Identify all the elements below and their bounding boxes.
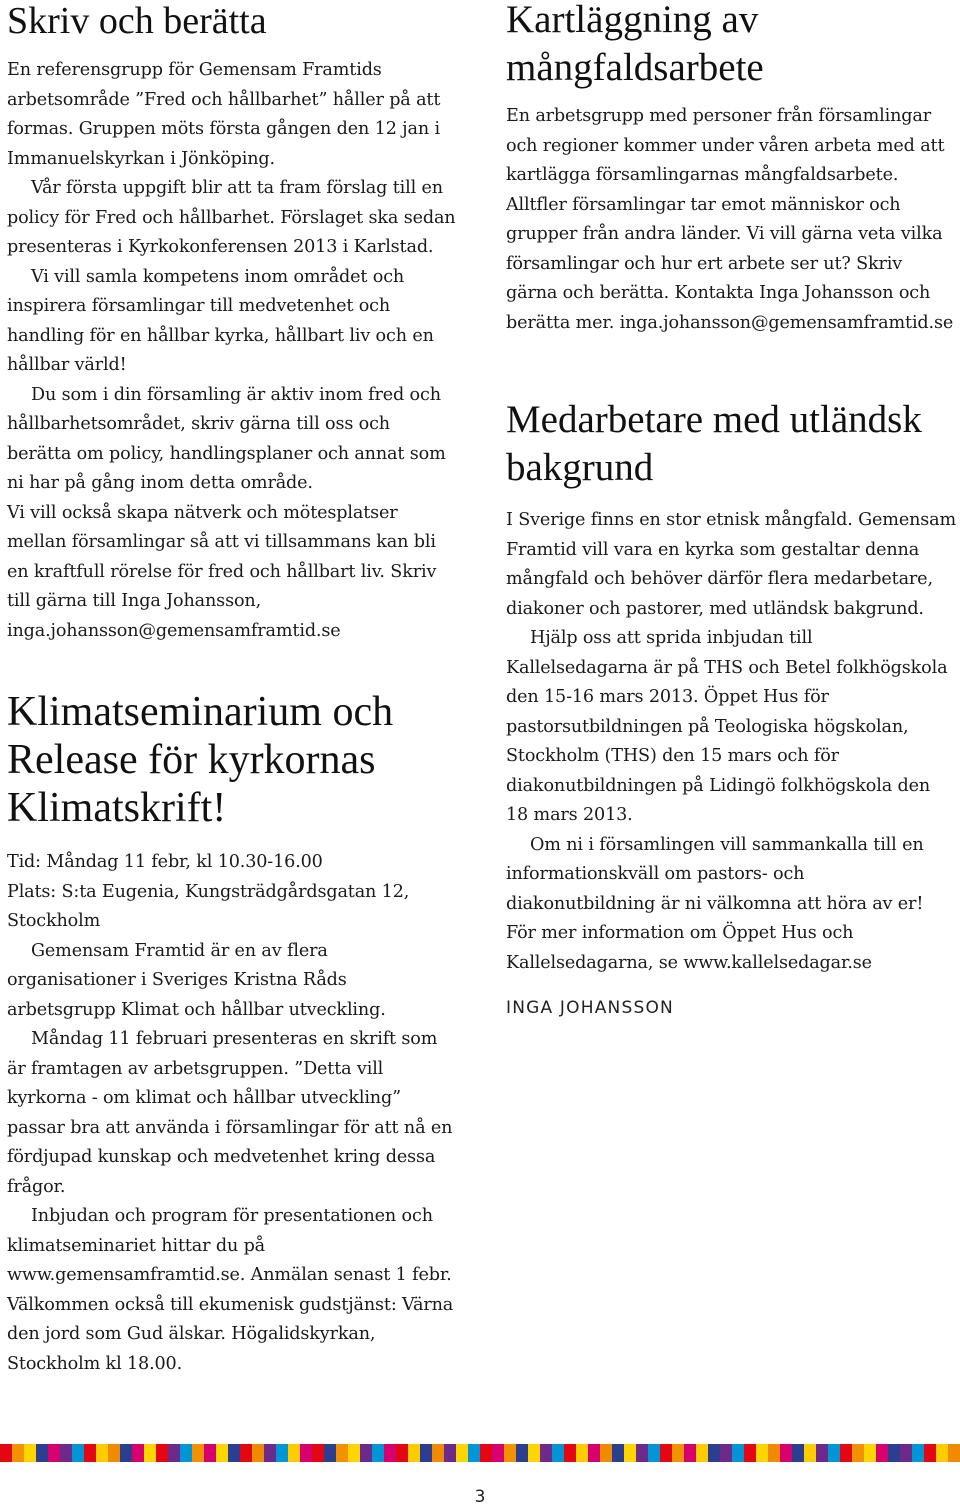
stripe-segment	[24, 1444, 36, 1462]
author-byline: INGA JOHANSSON	[506, 998, 674, 1018]
stripe-segment	[936, 1444, 948, 1462]
right-column	[506, 0, 956, 1018]
stripe-segment	[60, 1444, 72, 1462]
event-time: Tid: Måndag 11 febr, kl 10.30-16.00	[7, 852, 323, 872]
paragraph: Om ni i församlingen vill sammankalla till en informationskväll om pastors- och diakonutbildning är ni välkomna att höra av er! För mer information om Öppet Hus och Kallelsedagarna, se www.kallelsedagar.se	[506, 834, 924, 973]
stripe-segment	[312, 1444, 324, 1462]
paragraph: Inbjudan och program för presentationen och klimatseminariet hittar du på www.gemensamframtid.se. Anmälan senast 1 febr.	[7, 1206, 452, 1285]
stripe-segment	[564, 1444, 576, 1462]
stripe-segment	[576, 1444, 588, 1462]
stripe-segment	[120, 1444, 132, 1462]
heading-medarbetare: Medarbetare med utländsk bakgrund	[506, 398, 922, 489]
stripe-segment	[552, 1444, 564, 1462]
stripe-segment	[108, 1444, 120, 1462]
stripe-segment	[780, 1444, 792, 1462]
heading-skriv-och-beratta: Skriv och berätta	[7, 0, 267, 42]
stripe-segment	[588, 1444, 600, 1462]
stripe-segment	[12, 1444, 24, 1462]
paragraph: Hjälp oss att sprida inbjudan till Kallelsedagarna är på THS och Betel folkhögskola den 15-16 mars 2013. Öppet Hus för pastorsutbildningen på Teologiska högskolan, Stockholm (THS) den 15 mars och för diakonutbildningen på Lidingö folkhögskola den 18 mars 2013.	[506, 628, 948, 825]
stripe-segment	[348, 1444, 360, 1462]
stripe-segment	[912, 1444, 924, 1462]
stripe-segment	[696, 1444, 708, 1462]
stripe-segment	[612, 1444, 624, 1462]
stripe-segment	[180, 1444, 192, 1462]
stripe-segment	[792, 1444, 804, 1462]
stripe-segment	[708, 1444, 720, 1462]
stripe-segment	[228, 1444, 240, 1462]
stripe-segment	[924, 1444, 936, 1462]
stripe-segment	[720, 1444, 732, 1462]
stripe-segment	[648, 1444, 660, 1462]
stripe-segment	[360, 1444, 372, 1462]
stripe-segment	[420, 1444, 432, 1462]
stripe-segment	[732, 1444, 744, 1462]
stripe-segment	[888, 1444, 900, 1462]
stripe-segment	[264, 1444, 276, 1462]
stripe-segment	[636, 1444, 648, 1462]
stripe-segment	[432, 1444, 444, 1462]
paragraph: Måndag 11 februari presenteras en skrift som är framtagen av arbetsgruppen. ”Detta vill kyrkorna - om klimat och hållbar utveckling” passar bra att använda i församlingar för att nå en fördjupad kunskap och medvetenhet kring dessa frågor.	[7, 1029, 453, 1197]
paragraph: Gemensam Framtid är en av flera organisationer i Sveriges Kristna Råds arbetsgrupp Klimat och hållbar utveckling.	[7, 940, 386, 1020]
stripe-segment	[480, 1444, 492, 1462]
stripe-segment	[204, 1444, 216, 1462]
page-number: 3	[474, 1487, 486, 1507]
stripe-segment	[624, 1444, 636, 1462]
stripe-segment	[48, 1444, 60, 1462]
stripe-segment	[660, 1444, 672, 1462]
stripe-segment	[540, 1444, 552, 1462]
stripe-segment	[144, 1444, 156, 1462]
stripe-segment	[132, 1444, 144, 1462]
stripe-segment	[336, 1444, 348, 1462]
paragraph: En referensgrupp för Gemensam Framtids arbetsområde ”Fred och hållbarhet” håller på att formas. Gruppen möts första gången den 12 jan i Immanuelskyrkan i Jönköping.	[7, 60, 441, 169]
stripe-segment	[36, 1444, 48, 1462]
stripe-segment	[816, 1444, 828, 1462]
stripe-segment	[528, 1444, 540, 1462]
stripe-segment	[240, 1444, 252, 1462]
stripe-segment	[744, 1444, 756, 1462]
stripe-segment	[156, 1444, 168, 1462]
stripe-segment	[852, 1444, 864, 1462]
stripe-segment	[0, 1444, 12, 1462]
stripe-segment	[300, 1444, 312, 1462]
stripe-segment	[804, 1444, 816, 1462]
paragraph: Välkommen också till ekumenisk gudstjänst: Värna den jord som Gud älskar. Högalidskyrkan, Stockholm kl 18.00.	[7, 1294, 454, 1374]
stripe-segment	[864, 1444, 876, 1462]
stripe-segment	[252, 1444, 264, 1462]
stripe-segment	[492, 1444, 504, 1462]
stripe-segment	[504, 1444, 516, 1462]
stripe-segment	[684, 1444, 696, 1462]
event-place: Plats: S:ta Eugenia, Kungsträdgårdsgatan 12, Stockholm	[7, 881, 410, 931]
paragraph: En arbetsgrupp med personer från församlingar och regioner kommer under våren arbeta med att kartlägga församlingarnas mångfaldsarbete. Alltfler församlingar tar emot människor och grupper från andra länder. Vi vill gärna veta vilka församlingar och hur ert arbete ser ut? Skriv gärna och berätta. Kontakta Inga Johansson och berätta mer. inga.johansson@gemensamframtid.se	[506, 106, 954, 333]
paragraph: Vi vill samla kompetens inom området och inspirera församlingar till medvetenhet och handling för en hållbar kyrka, hållbart liv och en hållbar värld!	[7, 266, 434, 375]
stripe-segment	[384, 1444, 396, 1462]
stripe-segment	[900, 1444, 912, 1462]
stripe-segment	[840, 1444, 852, 1462]
stripe-segment	[600, 1444, 612, 1462]
stripe-segment	[192, 1444, 204, 1462]
stripe-segment	[876, 1444, 888, 1462]
stripe-segment	[276, 1444, 288, 1462]
heading-kartlaggning: Kartläggning av mångfaldsarbete	[506, 0, 764, 89]
paragraph: Du som i din församling är aktiv inom fred och hållbarhetsområdet, skriv gärna till oss och berätta om policy, handlingsplaner och annat som ni har på gång inom detta område.	[7, 384, 446, 493]
stripe-segment	[516, 1444, 528, 1462]
heading-klimatseminarium: Klimatseminarium och Release för kyrkornas Klimatskrift!	[7, 689, 394, 831]
paragraph: Vår första uppgift blir att ta fram förslag till en policy för Fred och hållbarhet. Förslaget ska sedan presenteras i Kyrkokonferensen 2013 i Karlstad.	[7, 178, 456, 257]
stripe-segment	[444, 1444, 456, 1462]
stripe-segment	[324, 1444, 336, 1462]
stripe-segment	[948, 1444, 960, 1462]
stripe-segment	[756, 1444, 768, 1462]
stripe-segment	[828, 1444, 840, 1462]
stripe-segment	[168, 1444, 180, 1462]
stripe-segment	[768, 1444, 780, 1462]
left-column	[7, 0, 457, 1379]
stripe-segment	[96, 1444, 108, 1462]
stripe-segment	[468, 1444, 480, 1462]
stripe-segment	[456, 1444, 468, 1462]
stripe-segment	[372, 1444, 384, 1462]
stripe-segment	[84, 1444, 96, 1462]
stripe-segment	[288, 1444, 300, 1462]
stripe-segment	[396, 1444, 408, 1462]
stripe-segment	[216, 1444, 228, 1462]
stripe-segment	[408, 1444, 420, 1462]
stripe-segment	[72, 1444, 84, 1462]
paragraph: I Sverige finns en stor etnisk mångfald. Gemensam Framtid vill vara en kyrka som gestaltar denna mångfald och behöver därför flera medarbetare, diakoner och pastorer, med utländsk bakgrund.	[506, 510, 957, 619]
decorative-color-stripe	[0, 1444, 960, 1462]
stripe-segment	[672, 1444, 684, 1462]
paragraph: Vi vill också skapa nätverk och mötesplatser mellan församlingar så att vi tillsammans kan bli en kraftfull rörelse för fred och hållbart liv. Skriv till gärna till Inga Johansson, inga.johansson@gemensamframtid.se	[7, 502, 437, 641]
